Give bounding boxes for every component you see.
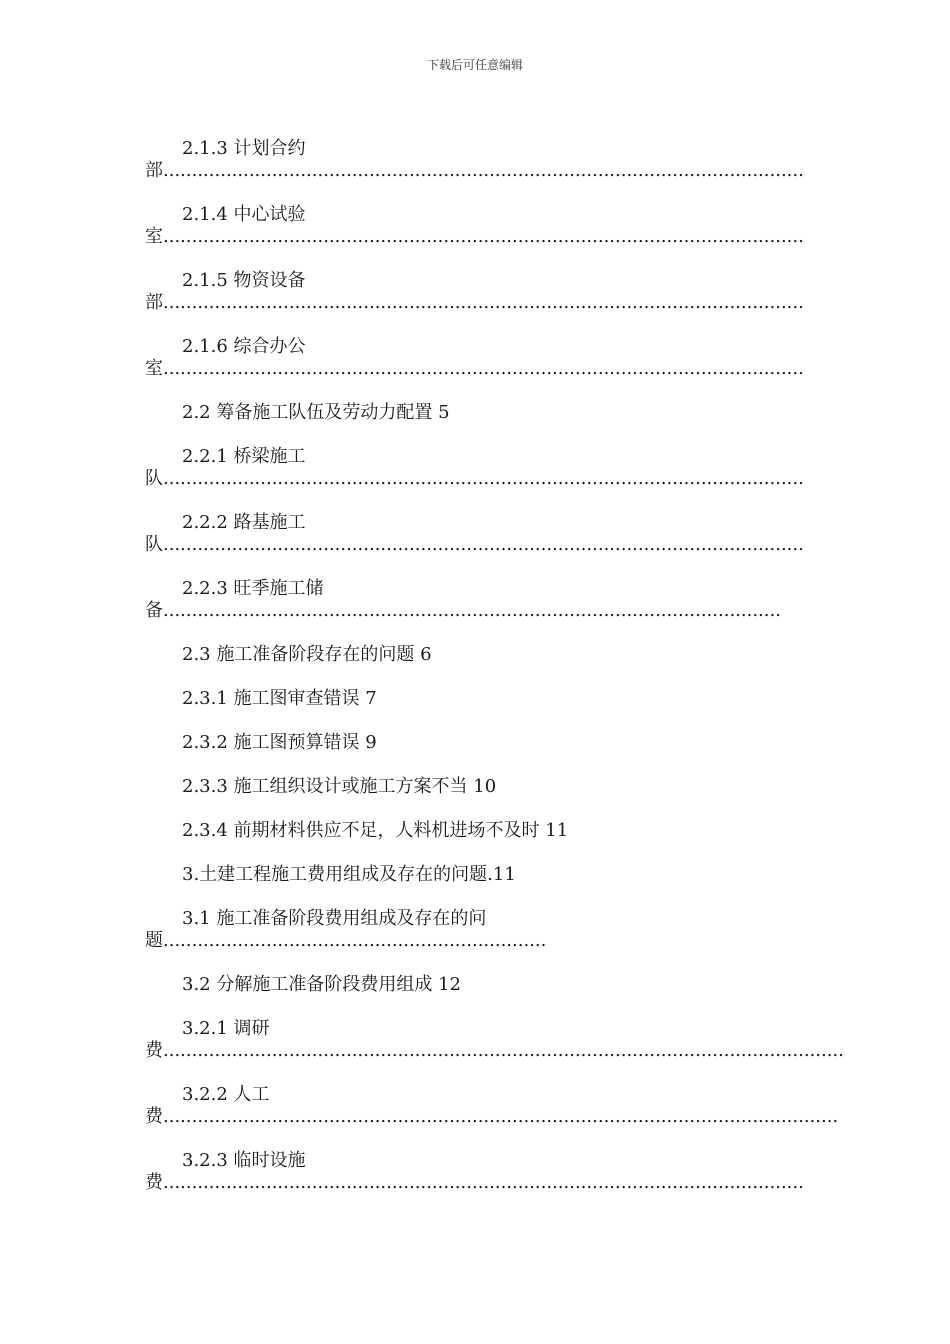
toc-entry-title: 2.3.1 施工图审查错误 7 bbox=[182, 688, 377, 709]
toc-entry-title: 3.2.3 临时设施 bbox=[182, 1150, 306, 1171]
toc-entry-title: 2.1.5 物资设备 bbox=[182, 270, 306, 291]
toc-entry-title: 2.2.1 桥梁施工 bbox=[182, 446, 306, 467]
toc-entry-leader bbox=[145, 600, 781, 622]
toc-entry-title: 2.2 筹备施工队伍及劳动力配置 5 bbox=[182, 402, 450, 423]
toc-dot-leader: ...................................................................................................................... bbox=[163, 1106, 839, 1127]
toc-entry-title: 2.1.4 中心试验 bbox=[182, 204, 306, 225]
page-header: 下载后可任意编辑 bbox=[426, 58, 523, 72]
toc-entry-title: 2.3.3 施工组织设计或施工方案不当 10 bbox=[182, 776, 497, 797]
toc-entry-last-char: 队 bbox=[145, 468, 163, 489]
toc-entry-leader bbox=[145, 226, 804, 248]
toc-dot-leader: ....................................................................................................................... bbox=[163, 1040, 844, 1061]
toc-entry-title: 3.2.1 调研 bbox=[182, 1018, 270, 1039]
toc-entry-title: 2.3 施工准备阶段存在的问题 6 bbox=[182, 644, 432, 665]
toc-entry-title: 2.2.3 旺季施工储 bbox=[182, 578, 324, 599]
toc-dot-leader: ................................................................................................................ bbox=[163, 1172, 804, 1193]
toc-dot-leader: ............................................................................................................ bbox=[163, 600, 781, 621]
toc-entry-last-char: 题 bbox=[145, 930, 163, 951]
toc-entry-leader bbox=[145, 292, 804, 314]
toc-entry-last-char: 部 bbox=[145, 160, 163, 181]
toc-entry-leader bbox=[145, 930, 547, 952]
toc-entry-leader bbox=[145, 534, 804, 556]
toc-entry-title: 2.3.2 施工图预算错误 9 bbox=[182, 732, 377, 753]
toc-entry-leader bbox=[145, 468, 804, 490]
toc-dot-leader: ................................................................................................................ bbox=[163, 358, 804, 379]
toc-entry-title: 2.2.2 路基施工 bbox=[182, 512, 306, 533]
toc-entry-leader bbox=[145, 160, 804, 182]
toc-entry-leader bbox=[145, 1106, 839, 1128]
toc-entry-title: 2.1.6 综合办公 bbox=[182, 336, 306, 357]
toc-dot-leader: ................................................................................................................ bbox=[163, 292, 804, 313]
toc-entry-title: 2.3.4 前期材料供应不足，人料机进场不及时 11 bbox=[182, 820, 569, 841]
toc-dot-leader: ................................................................................................................ bbox=[163, 226, 804, 247]
toc-entry-last-char: 部 bbox=[145, 292, 163, 313]
toc-entry-last-char: 队 bbox=[145, 534, 163, 555]
toc-entry-last-char: 费 bbox=[145, 1172, 163, 1193]
toc-entry-last-char: 室 bbox=[145, 358, 163, 379]
toc-entry-last-char: 室 bbox=[145, 226, 163, 247]
toc-entry-last-char: 备 bbox=[145, 600, 163, 621]
toc-entry-last-char: 费 bbox=[145, 1040, 163, 1061]
toc-dot-leader: ................................................................... bbox=[163, 930, 547, 951]
toc-dot-leader: ................................................................................................................ bbox=[163, 468, 804, 489]
toc-entry-title: 3.2 分解施工准备阶段费用组成 12 bbox=[182, 974, 461, 995]
toc-dot-leader: ................................................................................................................ bbox=[163, 534, 804, 555]
toc-entry-title: 2.1.3 计划合约 bbox=[182, 138, 306, 159]
toc-entry-leader bbox=[145, 1040, 844, 1062]
toc-entry-leader bbox=[145, 358, 804, 380]
toc-entry-title: 3.2.2 人工 bbox=[182, 1084, 270, 1105]
toc-entry-last-char: 费 bbox=[145, 1106, 163, 1127]
toc-entry-title: 3.1 施工准备阶段费用组成及存在的问 bbox=[182, 908, 487, 929]
toc-entry-title: 3.土建工程施工费用组成及存在的问题.11 bbox=[182, 864, 516, 885]
toc-dot-leader: ................................................................................................................ bbox=[163, 160, 804, 181]
toc-entry-leader bbox=[145, 1172, 804, 1194]
